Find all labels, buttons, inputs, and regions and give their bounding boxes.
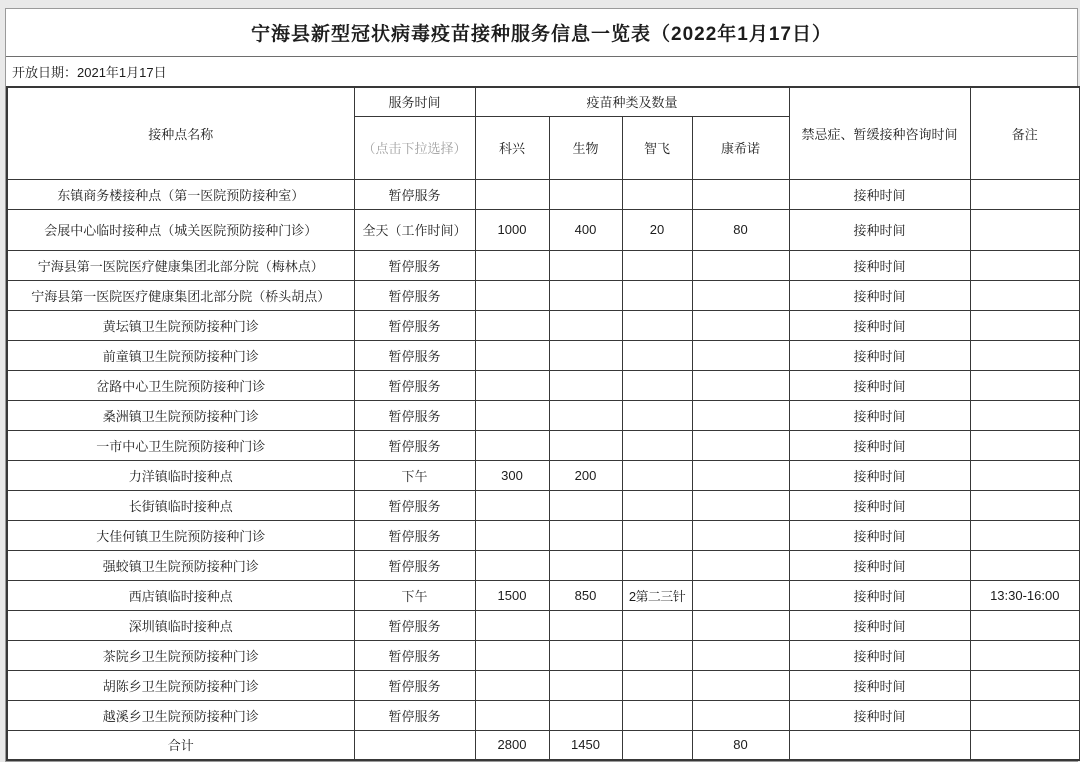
site-name-cell: 强蛟镇卫生院预防接种门诊 <box>7 550 354 580</box>
kangxinuo-count-cell <box>692 340 789 370</box>
consult-time-cell: 接种时间 <box>789 580 970 610</box>
shengwu-count-cell <box>549 550 622 580</box>
shengwu-count-cell <box>549 370 622 400</box>
consult-time-cell: 接种时间 <box>789 400 970 430</box>
remark-cell <box>970 730 1080 760</box>
site-name-cell: 越溪乡卫生院预防接种门诊 <box>7 700 354 730</box>
kexing-count-cell <box>475 340 549 370</box>
site-name-cell: 会展中心临时接种点（城关医院预防接种门诊） <box>7 209 354 250</box>
kangxinuo-count-cell <box>692 670 789 700</box>
site-name-cell: 前童镇卫生院预防接种门诊 <box>7 340 354 370</box>
kangxinuo-count-cell <box>692 370 789 400</box>
service-time-dropdown[interactable]: 全天（工作时间） <box>354 209 475 250</box>
shengwu-count-cell <box>549 340 622 370</box>
table-row <box>7 179 1080 209</box>
table-row <box>7 520 1080 550</box>
site-name-cell: 合计 <box>7 730 354 760</box>
kangxinuo-count-cell <box>692 550 789 580</box>
kangxinuo-count-cell <box>692 310 789 340</box>
remark-cell <box>970 700 1080 730</box>
col-header-shengwu: 生物 <box>549 116 622 179</box>
zhifei-count-cell <box>622 430 692 460</box>
service-time-dropdown[interactable]: 暂停服务 <box>354 490 475 520</box>
remark-cell <box>970 670 1080 700</box>
shengwu-count-cell <box>549 400 622 430</box>
kexing-count-cell <box>475 670 549 700</box>
consult-time-cell: 接种时间 <box>789 370 970 400</box>
kangxinuo-count-cell <box>692 280 789 310</box>
consult-time-cell: 接种时间 <box>789 460 970 490</box>
service-time-dropdown[interactable]: 暂停服务 <box>354 640 475 670</box>
zhifei-count-cell <box>622 310 692 340</box>
service-time-dropdown[interactable]: 下午 <box>354 580 475 610</box>
zhifei-count-cell: 2第二三针 <box>622 580 692 610</box>
remark-cell <box>970 340 1080 370</box>
table-row <box>7 370 1080 400</box>
shengwu-count-cell <box>549 179 622 209</box>
consult-time-cell: 接种时间 <box>789 490 970 520</box>
site-name-cell: 胡陈乡卫生院预防接种门诊 <box>7 670 354 700</box>
site-name-cell: 深圳镇临时接种点 <box>7 610 354 640</box>
col-header-remarks: 备注 <box>970 87 1080 179</box>
kangxinuo-count-cell <box>692 580 789 610</box>
zhifei-count-cell <box>622 520 692 550</box>
service-time-dropdown[interactable]: 暂停服务 <box>354 550 475 580</box>
site-name-cell: 茶院乡卫生院预防接种门诊 <box>7 640 354 670</box>
remark-cell <box>970 209 1080 250</box>
table-row <box>7 640 1080 670</box>
service-time-dropdown[interactable]: 暂停服务 <box>354 370 475 400</box>
remark-cell <box>970 280 1080 310</box>
table-row <box>7 430 1080 460</box>
zhifei-count-cell: 20 <box>622 209 692 250</box>
table-row <box>7 670 1080 700</box>
shengwu-count-cell <box>549 250 622 280</box>
zhifei-count-cell <box>622 730 692 760</box>
consult-time-cell: 接种时间 <box>789 280 970 310</box>
table-row <box>7 610 1080 640</box>
kangxinuo-count-cell <box>692 460 789 490</box>
service-time-dropdown[interactable]: 暂停服务 <box>354 670 475 700</box>
kangxinuo-count-cell: 80 <box>692 209 789 250</box>
zhifei-count-cell <box>622 370 692 400</box>
consult-time-cell: 接种时间 <box>789 550 970 580</box>
kexing-count-cell: 1500 <box>475 580 549 610</box>
kexing-count-cell <box>475 250 549 280</box>
shengwu-count-cell <box>549 640 622 670</box>
shengwu-count-cell <box>549 700 622 730</box>
shengwu-count-cell <box>549 520 622 550</box>
remark-cell <box>970 250 1080 280</box>
table-row <box>7 700 1080 730</box>
shengwu-count-cell <box>549 670 622 700</box>
zhifei-count-cell <box>622 700 692 730</box>
service-time-dropdown[interactable]: 暂停服务 <box>354 430 475 460</box>
shengwu-count-cell <box>549 610 622 640</box>
remark-cell <box>970 179 1080 209</box>
col-header-vaccine-group: 疫苗种类及数量 <box>475 87 789 116</box>
site-name-cell: 力洋镇临时接种点 <box>7 460 354 490</box>
kexing-count-cell <box>475 520 549 550</box>
kexing-count-cell <box>475 550 549 580</box>
table-row <box>7 340 1080 370</box>
zhifei-count-cell <box>622 250 692 280</box>
service-time-dropdown[interactable]: 暂停服务 <box>354 179 475 209</box>
remark-cell <box>970 400 1080 430</box>
kexing-count-cell <box>475 640 549 670</box>
consult-time-cell: 接种时间 <box>789 310 970 340</box>
table-row <box>7 580 1080 610</box>
remark-cell <box>970 610 1080 640</box>
kangxinuo-count-cell <box>692 640 789 670</box>
remark-cell <box>970 430 1080 460</box>
site-name-cell: 桑洲镇卫生院预防接种门诊 <box>7 400 354 430</box>
remark-cell <box>970 490 1080 520</box>
kexing-count-cell <box>475 400 549 430</box>
zhifei-count-cell <box>622 460 692 490</box>
remark-cell <box>970 640 1080 670</box>
remark-cell <box>970 370 1080 400</box>
col-header-consult-time: 禁忌症、暂缓接种咨询时间 <box>789 87 970 179</box>
col-header-kangxinuo: 康希诺 <box>692 116 789 179</box>
service-time-dropdown[interactable]: 暂停服务 <box>354 520 475 550</box>
zhifei-count-cell <box>622 610 692 640</box>
vaccine-info-sheet <box>5 8 1078 762</box>
service-time-dropdown[interactable]: 暂停服务 <box>354 700 475 730</box>
zhifei-count-cell <box>622 640 692 670</box>
page-title: 宁海县新型冠状病毒疫苗接种服务信息一览表（2022年1月17日） <box>6 9 1077 57</box>
shengwu-count-cell: 200 <box>549 460 622 490</box>
shengwu-count-cell <box>549 310 622 340</box>
vaccine-service-table <box>6 86 1080 761</box>
shengwu-count-cell <box>549 490 622 520</box>
kexing-count-cell <box>475 370 549 400</box>
service-time-dropdown[interactable]: 暂停服务 <box>354 310 475 340</box>
kexing-count-cell <box>475 700 549 730</box>
table-row <box>7 310 1080 340</box>
open-date-label: 开放日期：2021年1月17日 <box>12 65 167 80</box>
kexing-count-cell: 1000 <box>475 209 549 250</box>
zhifei-count-cell <box>622 179 692 209</box>
service-time-dropdown[interactable]: 暂停服务 <box>354 400 475 430</box>
consult-time-cell: 接种时间 <box>789 209 970 250</box>
zhifei-count-cell <box>622 490 692 520</box>
site-name-cell: 东镇商务楼接种点（第一医院预防接种室） <box>7 179 354 209</box>
col-header-site-name: 接种点名称 <box>7 87 354 179</box>
kexing-count-cell <box>475 610 549 640</box>
consult-time-cell: 接种时间 <box>789 520 970 550</box>
zhifei-count-cell <box>622 670 692 700</box>
zhifei-count-cell <box>622 400 692 430</box>
kangxinuo-count-cell <box>692 700 789 730</box>
table-row <box>7 490 1080 520</box>
table-row <box>7 400 1080 430</box>
consult-time-cell: 接种时间 <box>789 340 970 370</box>
site-name-cell: 大佳何镇卫生院预防接种门诊 <box>7 520 354 550</box>
col-header-kexing: 科兴 <box>475 116 549 179</box>
service-time-dropdown[interactable]: 暂停服务 <box>354 340 475 370</box>
shengwu-count-cell: 850 <box>549 580 622 610</box>
consult-time-cell: 接种时间 <box>789 700 970 730</box>
service-time-dropdown[interactable]: 暂停服务 <box>354 280 475 310</box>
kangxinuo-count-cell <box>692 400 789 430</box>
site-name-cell: 西店镇临时接种点 <box>7 580 354 610</box>
zhifei-count-cell <box>622 550 692 580</box>
site-name-cell: 宁海县第一医院医疗健康集团北部分院（梅林点） <box>7 250 354 280</box>
shengwu-count-cell <box>549 280 622 310</box>
site-name-cell: 长街镇临时接种点 <box>7 490 354 520</box>
kexing-count-cell <box>475 310 549 340</box>
table-row <box>7 209 1080 250</box>
kangxinuo-count-cell <box>692 179 789 209</box>
kexing-count-cell <box>475 490 549 520</box>
shengwu-count-cell: 400 <box>549 209 622 250</box>
table-row <box>7 550 1080 580</box>
total-row <box>7 730 1080 760</box>
remark-cell <box>970 550 1080 580</box>
kexing-count-cell <box>475 179 549 209</box>
kexing-count-cell: 2800 <box>475 730 549 760</box>
table-row <box>7 460 1080 490</box>
kexing-count-cell <box>475 430 549 460</box>
col-header-zhifei: 智飞 <box>622 116 692 179</box>
service-time-dropdown[interactable]: 暂停服务 <box>354 250 475 280</box>
consult-time-cell: 接种时间 <box>789 430 970 460</box>
kangxinuo-count-cell <box>692 250 789 280</box>
site-name-cell: 一市中心卫生院预防接种门诊 <box>7 430 354 460</box>
consult-time-cell: 接种时间 <box>789 640 970 670</box>
zhifei-count-cell <box>622 280 692 310</box>
remark-cell: 13:30-16:00 <box>970 580 1080 610</box>
kangxinuo-count-cell <box>692 520 789 550</box>
service-time-dropdown[interactable]: 下午 <box>354 460 475 490</box>
consult-time-cell: 接种时间 <box>789 670 970 700</box>
table-row <box>7 250 1080 280</box>
remark-cell <box>970 310 1080 340</box>
table-row <box>7 280 1080 310</box>
consult-time-cell: 接种时间 <box>789 179 970 209</box>
kexing-count-cell <box>475 280 549 310</box>
remark-cell <box>970 460 1080 490</box>
consult-time-cell <box>789 730 970 760</box>
kangxinuo-count-cell <box>692 610 789 640</box>
service-time-dropdown <box>354 730 475 760</box>
kangxinuo-count-cell <box>692 490 789 520</box>
site-name-cell: 黄坛镇卫生院预防接种门诊 <box>7 310 354 340</box>
header-row-1 <box>7 87 1080 116</box>
site-name-cell: 宁海县第一医院医疗健康集团北部分院（桥头胡点） <box>7 280 354 310</box>
zhifei-count-cell <box>622 340 692 370</box>
remark-cell <box>970 520 1080 550</box>
site-name-cell: 岔路中心卫生院预防接种门诊 <box>7 370 354 400</box>
col-header-service-time: 服务时间 <box>354 87 475 116</box>
kangxinuo-count-cell <box>692 430 789 460</box>
kangxinuo-count-cell: 80 <box>692 730 789 760</box>
kexing-count-cell: 300 <box>475 460 549 490</box>
shengwu-count-cell: 1450 <box>549 730 622 760</box>
service-time-dropdown-hint[interactable]: （点击下拉选择） <box>354 116 475 179</box>
consult-time-cell: 接种时间 <box>789 250 970 280</box>
shengwu-count-cell <box>549 430 622 460</box>
service-time-dropdown[interactable]: 暂停服务 <box>354 610 475 640</box>
consult-time-cell: 接种时间 <box>789 610 970 640</box>
